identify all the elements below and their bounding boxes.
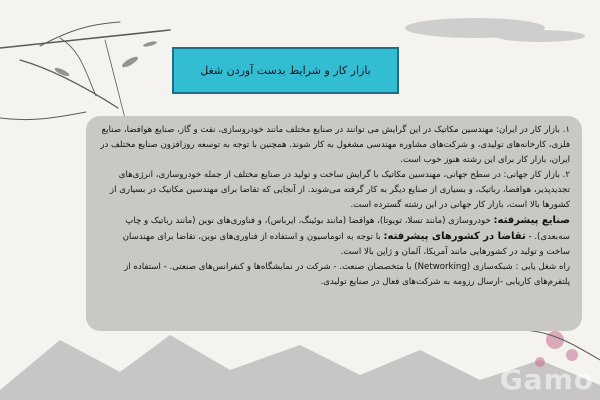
slide-title: بازار کار و شرایط بدست آوردن شغل bbox=[200, 64, 371, 77]
content-box bbox=[86, 116, 582, 331]
paragraph-global-market: ۲. بازار کار جهانی: در سطح جهانی، مهندسین مکاتیک با گرایش ساخت و تولید در صنایع مختلف از جمله خودروسازی، انرژی‌های تجدیدپذیر، هوافضا، رباتیک، و بسیاری از صنایع دیگر به کار گرفته می‌شوند. از آنجایی که تقاضا برای مهندسین مکانیک در بسیاری از کشورها بالا است، بازار کار جهانی در این رشته گسترده است. bbox=[109, 170, 570, 210]
paragraph-advanced-industries bbox=[98, 213, 570, 260]
advanced-industries-label: صنایع پیشرفته: bbox=[493, 215, 570, 226]
title-box bbox=[172, 47, 399, 94]
demand-label: تقاضا در کشورهای پیشرفته: bbox=[383, 231, 526, 242]
paragraph-iran-market: ۱. بازار کار در ایران: مهندسین مکاتیک در این گرایش می توانند در صنایع مختلف مانند خودروسازی، نفت و گاز، صنایع هوافضا، صنایع فلزی، کارخانه‌های تولیدی، و شرکت‌های مشاوره مهندسی مشغول به کار شوند. همچنین با توجه به توسعه روزافزون صنایع مختلف در ایران، بازار کار برای این رشته هنوز خوب است. bbox=[100, 125, 570, 165]
advanced-industries-text: خودروسازی (مانند تسلا، تویوتا)، هوافضا (مانند بوئینگ، ایرباس)، و فناوری‌های نوین (مانند رباتیک و چاپ سه‌بعدی). - bbox=[125, 216, 570, 242]
paragraph-job-paths: راه شغل یابی : شبکه‌سازی (Networking) با متخصصان صنعت. - شرکت در نمایشگاه‌ها و کنفرانس‌های صنعتی. - استفاده از پلتفرم‌های کاریابی -ارسال رزومه به شرکت‌های فعال در صنایع تولیدی. bbox=[124, 262, 570, 287]
watermark-logo: Gamo bbox=[499, 363, 594, 396]
demand-text: با توجه به اتوماسیون و استفاده از فناوری‌های نوین، تقاضا برای مهندسان ساخت و تولید در کشورهایی مانند آمریکا، آلمان و ژاپن بالا است. bbox=[122, 232, 570, 257]
